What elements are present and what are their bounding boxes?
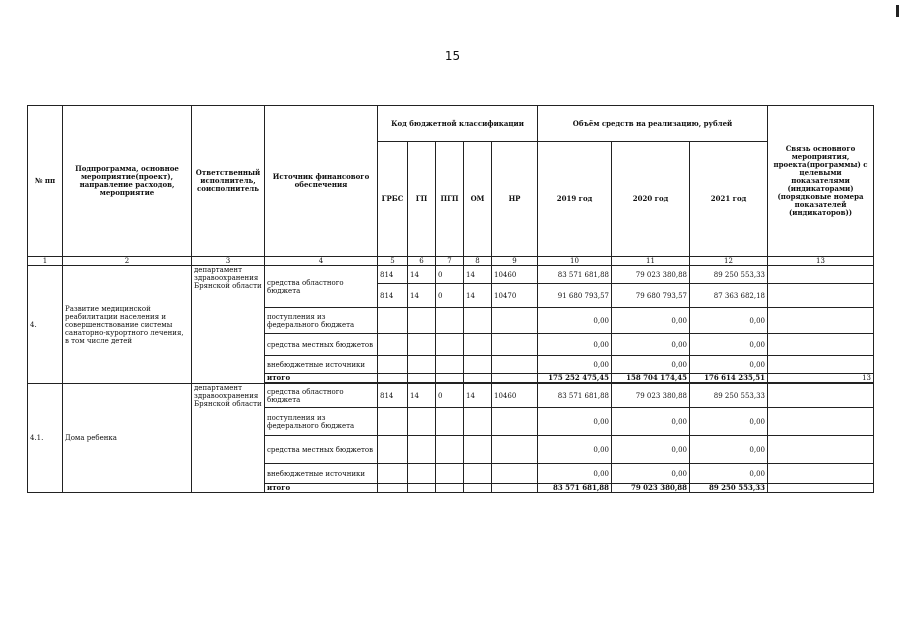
source-extrabudgetary: внебюджетные источники xyxy=(265,464,378,484)
cell-link xyxy=(768,356,874,374)
cell-gp: 14 xyxy=(408,266,436,284)
cell-grbs: 814 xyxy=(378,266,408,284)
cell-np: 10460 xyxy=(492,266,538,284)
column-number-row xyxy=(28,257,874,266)
cell-link xyxy=(768,408,874,436)
cell-np: 10460 xyxy=(492,384,538,408)
cell-grbs: 814 xyxy=(378,384,408,408)
cell-gp: 14 xyxy=(408,284,436,308)
cell-2020: 0,00 xyxy=(612,308,690,334)
header-pgp: ПГП xyxy=(436,142,464,257)
cell-gp: 14 xyxy=(408,384,436,408)
cell-link xyxy=(768,334,874,356)
header-source: Источник финансового обеспечения xyxy=(265,106,378,257)
source-regional: средства областного бюджета xyxy=(265,384,378,408)
column-number: 1 xyxy=(28,257,63,266)
cell-2021: 0,00 xyxy=(690,408,768,436)
source-regional: средства областного бюджета xyxy=(265,266,378,308)
total-link: 13 xyxy=(768,374,874,383)
cell-pgp: 0 xyxy=(436,284,464,308)
total-2019: 175 252 475,45 xyxy=(538,374,612,383)
column-number: 5 xyxy=(378,257,408,266)
source-local: средства местных бюджетов xyxy=(265,334,378,356)
column-number: 7 xyxy=(436,257,464,266)
row-number: 4. xyxy=(28,266,63,384)
header-no: № пп xyxy=(28,106,63,257)
column-number: 9 xyxy=(492,257,538,266)
cell-2019: 0,00 xyxy=(538,334,612,356)
cell-2021: 0,00 xyxy=(690,356,768,374)
header-volume: Объём средств на реализацию, рублей xyxy=(538,106,768,142)
cell-link xyxy=(768,464,874,484)
header-row xyxy=(28,106,874,142)
cell-np: 10470 xyxy=(492,284,538,308)
cell-pgp: 0 xyxy=(436,384,464,408)
header-gp: ГП xyxy=(408,142,436,257)
page-edge-mark xyxy=(896,5,899,17)
cell-2019: 83 571 681,88 xyxy=(538,384,612,408)
header-link: Связь основного мероприятия, проекта(программы) с целевыми показателями (индикаторами) (порядковые номера показателей (индикаторов)) xyxy=(768,106,874,257)
column-number: 4 xyxy=(265,257,378,266)
executor: департамент здравоохранения Брянской области xyxy=(192,384,265,493)
cell-grbs: 814 xyxy=(378,284,408,308)
total-2021: 89 250 553,33 xyxy=(690,484,768,493)
total-2021: 176 614 235,51 xyxy=(690,374,768,383)
cell-2021: 0,00 xyxy=(690,464,768,484)
table-row xyxy=(28,266,874,284)
cell-2019: 0,00 xyxy=(538,308,612,334)
cell-2021: 0,00 xyxy=(690,308,768,334)
source-extrabudgetary: внебюджетные источники xyxy=(265,356,378,374)
cell-link xyxy=(768,384,874,408)
column-number: 3 xyxy=(192,257,265,266)
cell-2021: 89 250 553,33 xyxy=(690,384,768,408)
cell-link xyxy=(768,284,874,308)
total-2019: 83 571 681,88 xyxy=(538,484,612,493)
header-2021: 2021 год xyxy=(690,142,768,257)
total-label: итого xyxy=(265,374,378,383)
table-row xyxy=(28,384,874,408)
total-2020: 79 023 380,88 xyxy=(612,484,690,493)
budget-table xyxy=(27,105,874,493)
cell-om: 14 xyxy=(464,266,492,284)
measure-name: Развитие медицинской реабилитации населения и совершенствование системы санаторно-курортного лечения, в том числе детей xyxy=(63,266,192,384)
header-executor: Ответственный исполнитель, соисполнитель xyxy=(192,106,265,257)
source-local: средства местных бюджетов xyxy=(265,436,378,464)
header-subprogram: Подпрограмма, основное мероприятие(проект), направление расходов, мероприятие xyxy=(63,106,192,257)
cell-2020: 79 680 793,57 xyxy=(612,284,690,308)
cell-2019: 83 571 681,88 xyxy=(538,266,612,284)
cell-2020: 0,00 xyxy=(612,408,690,436)
header-om: ОМ xyxy=(464,142,492,257)
column-number: 10 xyxy=(538,257,612,266)
column-number: 12 xyxy=(690,257,768,266)
total-link xyxy=(768,484,874,493)
header-2019: 2019 год xyxy=(538,142,612,257)
column-number: 11 xyxy=(612,257,690,266)
cell-2020: 0,00 xyxy=(612,334,690,356)
cell-link xyxy=(768,266,874,284)
cell-2020: 79 023 380,88 xyxy=(612,266,690,284)
total-2020: 158 704 174,45 xyxy=(612,374,690,383)
source-federal: поступления из федерального бюджета xyxy=(265,308,378,334)
header-np: НР xyxy=(492,142,538,257)
cell-om: 14 xyxy=(464,384,492,408)
header-budget-code: Код бюджетной классификации xyxy=(378,106,538,142)
executor: департамент здравоохранения Брянской области xyxy=(192,266,265,384)
column-number: 8 xyxy=(464,257,492,266)
cell-pgp: 0 xyxy=(436,266,464,284)
cell-2020: 79 023 380,88 xyxy=(612,384,690,408)
header-2020: 2020 год xyxy=(612,142,690,257)
cell-2019: 0,00 xyxy=(538,436,612,464)
cell-2020: 0,00 xyxy=(612,464,690,484)
cell-2019: 91 680 793,57 xyxy=(538,284,612,308)
cell-2020: 0,00 xyxy=(612,436,690,464)
cell-2020: 0,00 xyxy=(612,356,690,374)
row-number: 4.1. xyxy=(28,384,63,493)
measure-name: Дома ребенка xyxy=(63,384,192,493)
cell-2021: 89 250 553,33 xyxy=(690,266,768,284)
header-grbs: ГРБС xyxy=(378,142,408,257)
cell-2021: 87 363 682,18 xyxy=(690,284,768,308)
cell-2021: 0,00 xyxy=(690,334,768,356)
column-number: 6 xyxy=(408,257,436,266)
page-number: 15 xyxy=(444,49,461,63)
cell-link xyxy=(768,308,874,334)
cell-om: 14 xyxy=(464,284,492,308)
column-number: 13 xyxy=(768,257,874,266)
column-number: 2 xyxy=(63,257,192,266)
cell-2019: 0,00 xyxy=(538,464,612,484)
total-label: итого xyxy=(265,484,378,493)
source-federal: поступления из федерального бюджета xyxy=(265,408,378,436)
cell-2019: 0,00 xyxy=(538,356,612,374)
cell-2019: 0,00 xyxy=(538,408,612,436)
cell-2021: 0,00 xyxy=(690,436,768,464)
cell-link xyxy=(768,436,874,464)
